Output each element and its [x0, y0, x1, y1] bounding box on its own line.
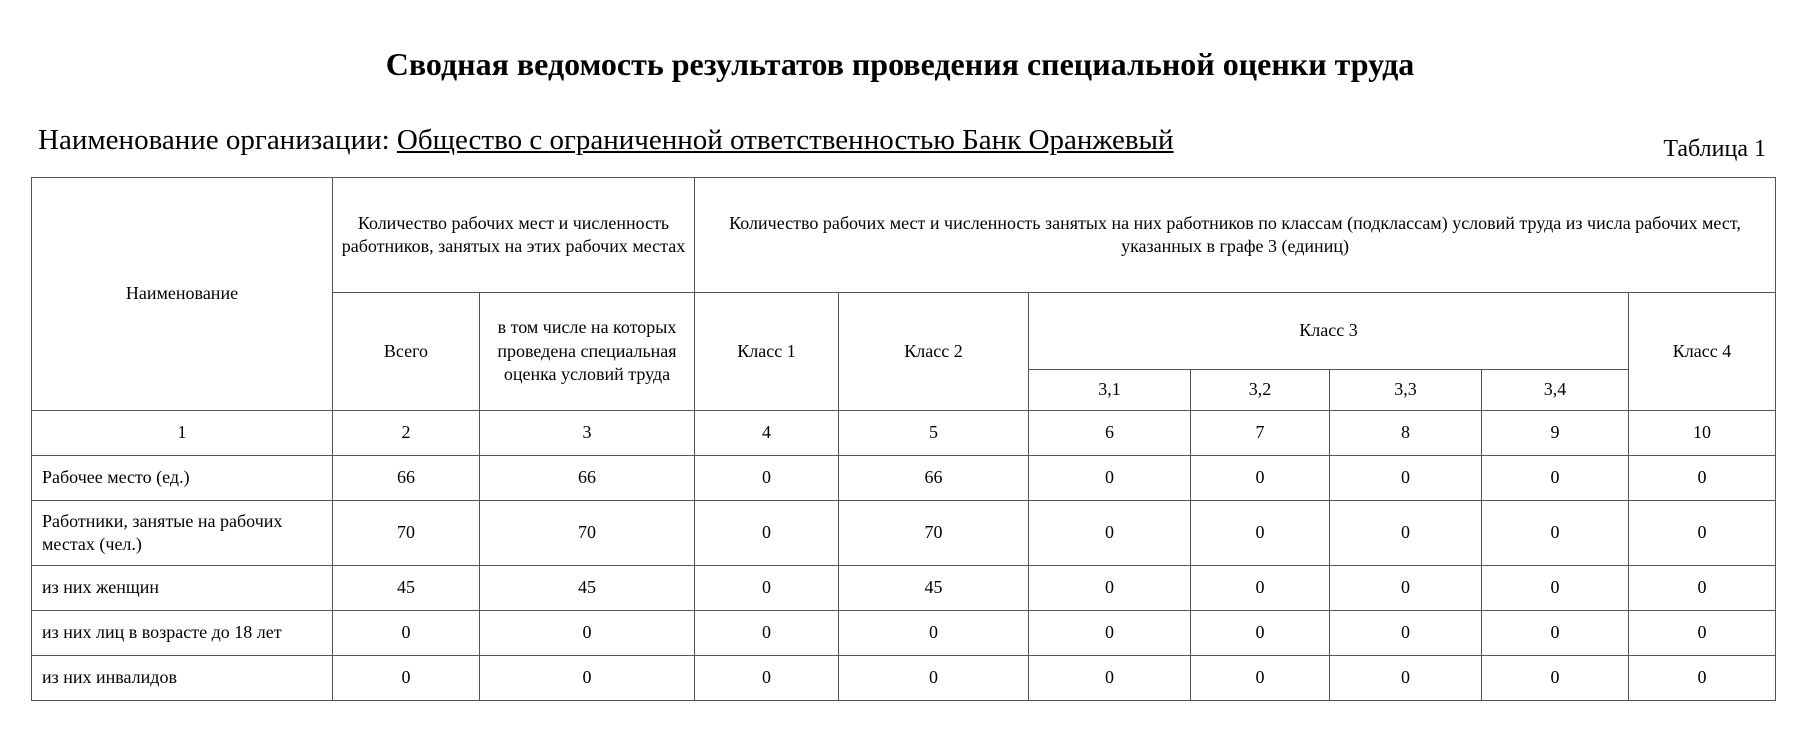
header-group-classes: Количество рабочих мест и численность занятых на них работников по классам (подклассам) условий труда из числа рабочих мест, указанных в графе 3 (единиц): [695, 178, 1776, 293]
organization-line: [38, 124, 1174, 157]
organization-label: Наименование организации:: [38, 124, 390, 156]
column-number: 3: [480, 411, 695, 456]
row-value: 0: [1482, 566, 1629, 611]
row-value: 0: [1629, 611, 1776, 656]
header-total: Всего: [333, 293, 480, 411]
organization-name: Общество с ограниченной ответственностью Банк Оранжевый: [396, 124, 1174, 156]
header-name: Наименование: [32, 178, 333, 411]
row-value: 0: [1029, 566, 1191, 611]
row-value: 0: [480, 656, 695, 701]
row-label: из них лиц в возрасте до 18 лет: [32, 611, 333, 656]
row-value: 0: [1330, 456, 1482, 501]
table-row: [32, 456, 1776, 501]
row-value: 0: [1629, 566, 1776, 611]
row-value: 0: [1330, 656, 1482, 701]
table-number: Таблица 1: [1663, 136, 1766, 162]
column-number: 4: [695, 411, 839, 456]
row-label: из них инвалидов: [32, 656, 333, 701]
row-value: 0: [1191, 656, 1330, 701]
row-value: 45: [839, 566, 1029, 611]
header-row-groups: [32, 178, 1776, 293]
header-class1: Класс 1: [695, 293, 839, 411]
column-number: 1: [32, 411, 333, 456]
row-value: 0: [695, 456, 839, 501]
row-value: 0: [333, 656, 480, 701]
header-subclass-3-3: 3,3: [1330, 370, 1482, 411]
header-class4: Класс 4: [1629, 293, 1776, 411]
row-value: 70: [333, 501, 480, 566]
row-label: Работники, занятые на рабочих местах (чел.): [32, 501, 333, 566]
row-value: 0: [695, 566, 839, 611]
row-value: 70: [480, 501, 695, 566]
row-value: 0: [1482, 456, 1629, 501]
row-value: 66: [480, 456, 695, 501]
row-value: 0: [1482, 611, 1629, 656]
table-row: [32, 656, 1776, 701]
row-value: 0: [1191, 611, 1330, 656]
table-row: [32, 501, 1776, 566]
row-value: 0: [1029, 611, 1191, 656]
row-value: 0: [1029, 501, 1191, 566]
document-title: Сводная ведомость результатов проведения специальной оценки труда: [385, 46, 1415, 82]
row-value: 0: [480, 611, 695, 656]
row-label: Рабочее место (ед.): [32, 456, 333, 501]
header-group-count: Количество рабочих мест и численность работников, занятых на этих рабочих местах: [333, 178, 695, 293]
row-label: из них женщин: [32, 566, 333, 611]
column-number: 6: [1029, 411, 1191, 456]
row-value: 0: [1191, 456, 1330, 501]
header-class2: Класс 2: [839, 293, 1029, 411]
row-value: 0: [1629, 456, 1776, 501]
row-value: 0: [1482, 501, 1629, 566]
row-value: 70: [839, 501, 1029, 566]
row-value: 0: [1330, 501, 1482, 566]
header-subclass-3-4: 3,4: [1482, 370, 1629, 411]
row-value: 0: [839, 656, 1029, 701]
row-value: 66: [333, 456, 480, 501]
row-value: 0: [695, 501, 839, 566]
row-value: 0: [839, 611, 1029, 656]
row-value: 0: [1330, 611, 1482, 656]
row-value: 0: [333, 611, 480, 656]
row-value: 66: [839, 456, 1029, 501]
row-value: 45: [333, 566, 480, 611]
column-number: 7: [1191, 411, 1330, 456]
row-value: 0: [1029, 456, 1191, 501]
column-number: 8: [1330, 411, 1482, 456]
column-number: 10: [1629, 411, 1776, 456]
column-number: 5: [839, 411, 1029, 456]
row-value: 0: [1191, 501, 1330, 566]
row-value: 45: [480, 566, 695, 611]
column-number: 2: [333, 411, 480, 456]
table-row: [32, 566, 1776, 611]
summary-table: [31, 177, 1776, 701]
row-value: 0: [1330, 566, 1482, 611]
column-number-row: [32, 411, 1776, 456]
row-value: 0: [1629, 656, 1776, 701]
header-subclass-3-1: 3,1: [1029, 370, 1191, 411]
row-value: 0: [1629, 501, 1776, 566]
header-class3: Класс 3: [1029, 293, 1629, 370]
table-row: [32, 611, 1776, 656]
row-value: 0: [1191, 566, 1330, 611]
row-value: 0: [695, 656, 839, 701]
row-value: 0: [1029, 656, 1191, 701]
header-assessed: в том числе на которых проведена специальная оценка условий труда: [480, 293, 695, 411]
header-subclass-3-2: 3,2: [1191, 370, 1330, 411]
row-value: 0: [1482, 656, 1629, 701]
column-number: 9: [1482, 411, 1629, 456]
row-value: 0: [695, 611, 839, 656]
